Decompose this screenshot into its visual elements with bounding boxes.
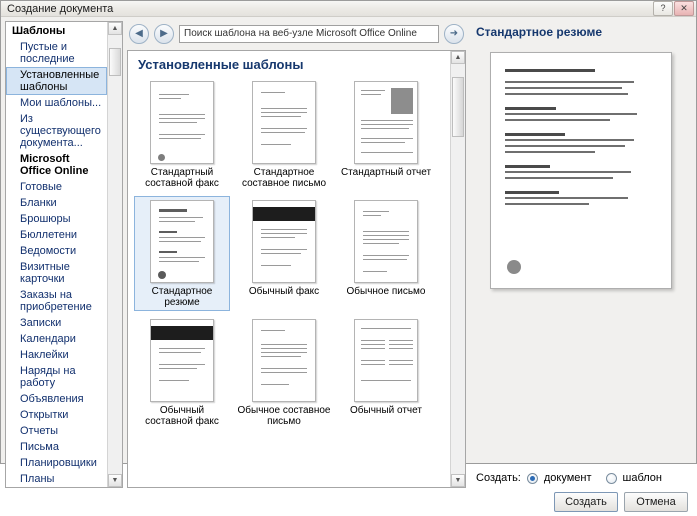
template-label: Обычное письмо bbox=[346, 286, 426, 297]
template-label: Обычный факс bbox=[248, 286, 320, 297]
scroll-down-icon[interactable]: ▼ bbox=[108, 474, 122, 487]
preview-panel bbox=[470, 21, 692, 488]
radio-document[interactable] bbox=[527, 473, 538, 484]
template-gallery-inner bbox=[128, 51, 450, 487]
sidebar-item-brochures[interactable]: Брошюры bbox=[20, 213, 71, 225]
template-label: Обычный составной факс bbox=[145, 405, 219, 427]
gallery-heading: Установленные шаблоны bbox=[138, 57, 304, 72]
template-tile-selected[interactable] bbox=[134, 196, 230, 311]
template-tile[interactable] bbox=[134, 77, 230, 192]
close-button[interactable]: ✕ bbox=[674, 1, 694, 16]
forward-icon[interactable]: ▶ bbox=[154, 24, 174, 44]
sidebar-item-office-online[interactable]: Microsoft Office Online bbox=[20, 153, 89, 177]
sidebar-item-announcements[interactable]: Объявления bbox=[20, 393, 84, 405]
sidebar-item-calendars[interactable]: Календари bbox=[20, 333, 76, 345]
template-label: Обычный отчет bbox=[350, 405, 422, 416]
sidebar-item-plans[interactable]: Планы bbox=[20, 473, 55, 485]
sidebar-item-letters[interactable]: Письма bbox=[20, 441, 59, 453]
search-input[interactable]: Поиск шаблона на веб-узле Microsoft Office Online bbox=[179, 25, 439, 43]
window-title: Создание документа bbox=[7, 2, 114, 15]
back-icon[interactable]: ◀ bbox=[129, 24, 149, 44]
preview-logo-placeholder bbox=[507, 260, 521, 274]
template-tile[interactable] bbox=[236, 196, 332, 311]
create-label: Создать: bbox=[476, 472, 521, 484]
template-thumbnail bbox=[150, 200, 214, 283]
search-bar bbox=[127, 21, 466, 50]
scroll-thumb[interactable] bbox=[109, 48, 121, 76]
preview-content bbox=[505, 69, 655, 209]
template-thumbnail bbox=[150, 81, 214, 164]
template-tile[interactable] bbox=[236, 315, 332, 430]
template-thumbnail bbox=[252, 200, 316, 283]
sidebar-item-planners[interactable]: Планировщики bbox=[20, 457, 97, 469]
sidebar-item-business-cards[interactable]: Визитные карточки bbox=[20, 261, 70, 285]
title-bar bbox=[1, 1, 696, 17]
sidebar-item-memos[interactable]: Записки bbox=[20, 317, 62, 329]
radio-document-label[interactable]: документ bbox=[543, 472, 592, 484]
dialog-footer bbox=[1, 492, 696, 516]
template-label: Стандартный отчет bbox=[340, 167, 432, 178]
search-go-icon[interactable]: ➜ bbox=[444, 24, 464, 44]
sidebar-item-statements[interactable]: Ведомости bbox=[20, 245, 77, 257]
gallery-scroll-thumb[interactable] bbox=[452, 77, 464, 137]
gallery-scroll-up-icon[interactable]: ▲ bbox=[451, 51, 465, 64]
sidebar-item-installed-templates[interactable]: Установленные шаблоны bbox=[6, 67, 107, 95]
template-label: Стандартный составной факс bbox=[145, 167, 219, 189]
template-tile[interactable] bbox=[338, 315, 434, 430]
sidebar-item-reports[interactable]: Отчеты bbox=[20, 425, 59, 437]
template-categories-panel bbox=[5, 21, 123, 488]
category-scrollbar[interactable] bbox=[107, 22, 122, 487]
sidebar-item-work-orders[interactable]: Наряды на работу bbox=[20, 365, 76, 389]
template-label: Обычное составное письмо bbox=[237, 405, 331, 427]
sidebar-item-forms[interactable]: Бланки bbox=[20, 197, 57, 209]
sidebar-item-purchase-orders[interactable]: Заказы на приобретение bbox=[20, 289, 92, 313]
radio-template[interactable] bbox=[606, 473, 617, 484]
scroll-up-icon[interactable]: ▲ bbox=[108, 22, 122, 35]
template-tile[interactable] bbox=[236, 77, 332, 192]
help-button[interactable]: ? bbox=[653, 1, 673, 16]
template-label: Стандартное резюме bbox=[151, 286, 213, 308]
template-tile[interactable] bbox=[134, 315, 230, 430]
window-controls bbox=[653, 1, 694, 16]
sidebar-item-from-existing[interactable]: Из существующего документа... bbox=[20, 113, 101, 149]
template-label: Стандартное составное письмо bbox=[241, 167, 327, 189]
create-options bbox=[470, 466, 692, 488]
template-thumbnail bbox=[150, 319, 214, 402]
template-grid bbox=[134, 77, 448, 430]
template-thumbnail bbox=[354, 319, 418, 402]
template-tile[interactable] bbox=[338, 77, 434, 192]
sidebar-item-postcards[interactable]: Открытки bbox=[20, 409, 69, 421]
sidebar-item-labels[interactable]: Наклейки bbox=[20, 349, 69, 361]
category-group-header: Шаблоны bbox=[12, 25, 66, 37]
radio-template-label[interactable]: шаблон bbox=[622, 472, 662, 484]
template-thumbnail bbox=[252, 319, 316, 402]
sidebar-item-blank-recent[interactable]: Пустые и последние bbox=[20, 41, 75, 65]
create-button[interactable]: Создать bbox=[554, 492, 618, 512]
preview-title: Стандартное резюме bbox=[476, 25, 602, 39]
template-thumbnail bbox=[354, 200, 418, 283]
gallery-scroll-down-icon[interactable]: ▼ bbox=[451, 474, 465, 487]
template-gallery bbox=[127, 50, 466, 488]
template-thumbnail bbox=[354, 81, 418, 164]
template-thumbnail bbox=[252, 81, 316, 164]
sidebar-item-featured[interactable]: Готовые bbox=[20, 181, 62, 193]
preview-page bbox=[490, 52, 672, 289]
sidebar-item-my-templates[interactable]: Мои шаблоны... bbox=[20, 97, 102, 109]
template-browser bbox=[127, 21, 466, 488]
preview-area bbox=[470, 46, 692, 466]
template-tile[interactable] bbox=[338, 196, 434, 311]
dialog-body bbox=[1, 17, 696, 492]
gallery-scrollbar[interactable] bbox=[450, 51, 465, 487]
sidebar-item-newsletters[interactable]: Бюллетени bbox=[20, 229, 78, 241]
category-list bbox=[6, 22, 107, 487]
cancel-button[interactable]: Отмена bbox=[624, 492, 688, 512]
